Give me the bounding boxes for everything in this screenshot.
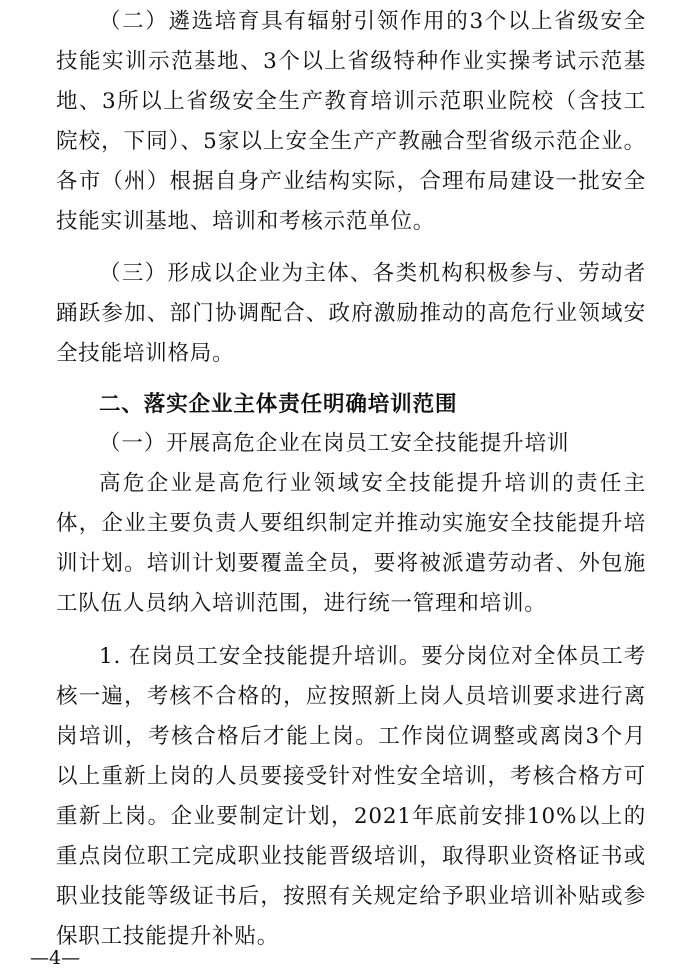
paragraph-in-service-training: 1. 在岗员工安全技能提升培训。要分岗位对全体员工考核一遍，考核不合格的，应按照新上岗人员培训要求进行离岗培训，考核合格后才能上岗。工作岗位调整或离岗3个月以上重新上岗的人员要接受针对性安全培训，考核合格方可重新上岗。企业要制定计划，2021年底前安排10%以上的重点岗位职工完成职业技能晋级培训，取得职业资格证书或职业技能等级证书后，按照有关规定给予职业培训补贴或参保职工技能提升补贴。 (56, 644, 646, 949)
section-heading-enterprise-responsibility: 二、落实企业主体责任明确培训范围 (99, 392, 458, 417)
paragraph-selection-of-demonstration-bases: （二）遴选培育具有辐射引领作用的3个以上省级安全技能实训示范基地、3个以上省级特种作业实操考试示范基地、3所以上省级安全生产教育培训示范职业院校（含技工院校，下同）、5家以上安全生产产教融合型省级示范企业。各市（州）根据自身产业结构实际，合理布局建设一批安全技能实训基地、培训和考核示范单位。 (56, 9, 646, 234)
paragraph-training-pattern: （三）形成以企业为主体、各类机构积极参与、劳动者踊跃参加、部门协调配合、政府激励推动的高危行业领域安全技能培训格局。 (56, 261, 646, 366)
page-number: —4— (30, 947, 81, 969)
paragraph-responsible-subject: 高危企业是高危行业领域安全技能提升培训的责任主体，企业主要负责人要组织制定并推动实施安全技能提升培训计划。培训计划要覆盖全员，要将被派遣劳动者、外包施工队伍人员纳入培训范围，进行统一管理和培训。 (56, 471, 646, 616)
subsection-heading-employee-training: （一）开展高危企业在岗员工安全技能提升培训 (99, 431, 570, 456)
